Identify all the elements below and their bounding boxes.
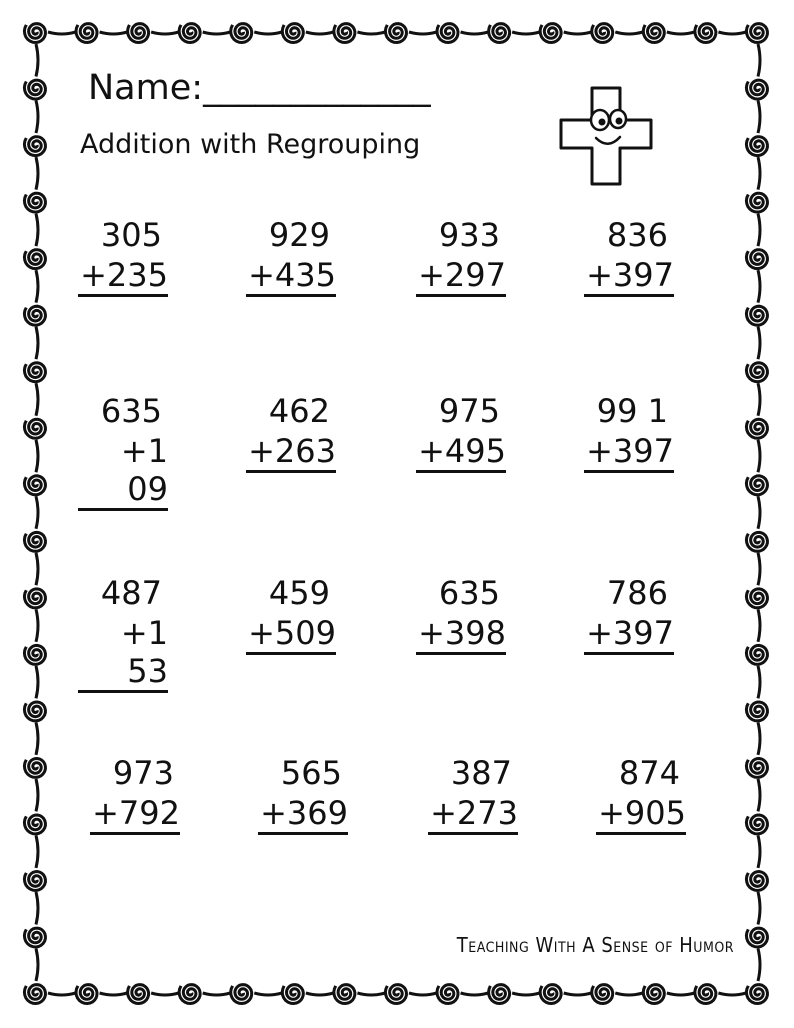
border-line: [36, 157, 38, 190]
spiral-ornament: [24, 702, 45, 721]
problem-top-number: 929: [268, 216, 330, 254]
border-line: [512, 993, 540, 995]
border-line: [36, 553, 38, 586]
spiral-ornament: [24, 589, 45, 608]
problem-addend: +369: [258, 794, 348, 835]
spiral-ornament: [746, 193, 767, 212]
spiral-ornament: [282, 24, 303, 43]
addition-problem: [246, 572, 336, 655]
spiral-ornament: [746, 532, 767, 551]
spiral-ornament: [385, 24, 406, 43]
worksheet-title: Addition with Regrouping: [80, 129, 421, 160]
spiral-ornament: [24, 306, 45, 325]
problem-addend: +263: [246, 432, 336, 473]
problem-top-number: 305: [100, 216, 162, 254]
spiral-ornament: [179, 985, 200, 1004]
border-line: [758, 666, 760, 699]
addition-problem: [258, 752, 348, 835]
addition-problem: [584, 390, 674, 473]
spiral-ornament: [24, 193, 45, 212]
problem-addend: +397: [584, 614, 674, 655]
border-line: [758, 327, 760, 360]
border-line: [48, 32, 76, 34]
border-line: [667, 32, 695, 34]
border-line: [36, 609, 38, 642]
spiral-ornament: [746, 80, 767, 99]
problem-addend: +495: [416, 432, 506, 473]
border-line: [36, 214, 38, 247]
problem-top-number: 487: [100, 574, 162, 612]
problem-addend: +398: [416, 614, 506, 655]
spiral-ornament: [540, 985, 561, 1004]
addition-problem: [416, 214, 506, 297]
problem-addend: +792: [90, 794, 180, 835]
border-line: [36, 666, 38, 699]
spiral-ornament: [24, 363, 45, 382]
border-line: [718, 32, 746, 34]
border-line: [615, 993, 643, 995]
border-line: [758, 101, 760, 134]
problem-top-number: 975: [438, 392, 500, 430]
spiral-ornament: [643, 985, 664, 1004]
border-line: [357, 993, 385, 995]
problem-top-number: 635: [438, 574, 500, 612]
spiral-ornament: [746, 645, 767, 664]
spiral-ornament: [334, 24, 355, 43]
border-line: [758, 496, 760, 529]
spiral-ornament: [128, 985, 149, 1004]
border-line: [36, 440, 38, 473]
addition-problem: [78, 390, 168, 511]
spiral-ornament: [746, 250, 767, 269]
border-line: [758, 157, 760, 190]
spiral-ornament: [437, 985, 458, 1004]
border-line: [667, 993, 695, 995]
addition-problem: [416, 390, 506, 473]
addition-problem: [78, 214, 168, 297]
plus-sign-mascot-icon: [558, 84, 654, 188]
addition-problem: [90, 752, 180, 835]
addition-problem: [584, 214, 674, 297]
problem-top-number: 565: [280, 754, 342, 792]
problem-top-number: 387: [450, 754, 512, 792]
border-line: [36, 44, 38, 77]
spiral-ornament: [643, 24, 664, 43]
problem-top-number: 99 1: [596, 392, 668, 430]
problem-addend: +235: [78, 256, 168, 297]
problem-addend: +905: [596, 794, 686, 835]
border-line: [718, 993, 746, 995]
problem-addend: +397: [584, 256, 674, 297]
name-field: [88, 66, 431, 110]
addition-problem: [246, 390, 336, 473]
problem-addend: +435: [246, 256, 336, 297]
spiral-ornament: [76, 24, 97, 43]
spiral-ornament: [24, 137, 45, 156]
border-line: [36, 892, 38, 925]
border-line: [36, 383, 38, 416]
name-label: Name:: [88, 68, 204, 108]
spiral-ornament: [489, 985, 510, 1004]
border-line: [36, 948, 38, 981]
spiral-ornament: [385, 985, 406, 1004]
spiral-ornament: [437, 24, 458, 43]
spiral-ornament: [179, 24, 200, 43]
spiral-ornament: [334, 985, 355, 1004]
footer-credit: Teaching With A Sense of Humor: [456, 933, 734, 957]
border-line: [203, 993, 231, 995]
border-line: [758, 270, 760, 303]
spiral-ornament: [282, 985, 303, 1004]
border-line: [100, 32, 128, 34]
addition-problem: [78, 572, 168, 693]
border-line: [758, 835, 760, 868]
spiral-ornament: [24, 759, 45, 778]
border-line: [409, 993, 437, 995]
addition-problem: [428, 752, 518, 835]
spiral-ornament: [24, 419, 45, 438]
spiral-ornament: [746, 363, 767, 382]
border-line: [36, 327, 38, 360]
problem-addend: +273: [428, 794, 518, 835]
problem-addend: +297: [416, 256, 506, 297]
spiral-ornament: [695, 24, 716, 43]
spiral-ornament: [540, 24, 561, 43]
spiral-ornament: [746, 306, 767, 325]
spiral-ornament: [746, 872, 767, 891]
border-line: [36, 835, 38, 868]
border-line: [36, 270, 38, 303]
border-line: [758, 948, 760, 981]
problem-top-number: 635: [100, 392, 162, 430]
problem-addend: +397: [584, 432, 674, 473]
border-line: [151, 993, 179, 995]
spiral-ornament: [76, 985, 97, 1004]
border-line: [758, 722, 760, 755]
problem-addend: +509: [246, 614, 336, 655]
problem-addend: +1 09: [78, 432, 168, 511]
border-line: [564, 32, 592, 34]
border-line: [461, 32, 489, 34]
border-line: [36, 496, 38, 529]
problem-top-number: 836: [606, 216, 668, 254]
border-line: [758, 553, 760, 586]
border-line: [306, 993, 334, 995]
border-line: [758, 383, 760, 416]
border-line: [758, 214, 760, 247]
spiral-ornament: [746, 702, 767, 721]
addition-problem: [596, 752, 686, 835]
border-line: [512, 32, 540, 34]
border-line: [203, 32, 231, 34]
border-line: [758, 892, 760, 925]
border-line: [254, 32, 282, 34]
spiral-ornament: [592, 24, 613, 43]
border-line: [409, 32, 437, 34]
border-line: [36, 722, 38, 755]
spiral-ornament: [746, 985, 767, 1004]
border-line: [461, 993, 489, 995]
problem-top-number: 459: [268, 574, 330, 612]
name-blank-line: _____________: [203, 68, 431, 108]
problem-top-number: 874: [618, 754, 680, 792]
border-line: [100, 993, 128, 995]
spiral-ornament: [24, 476, 45, 495]
border-line: [615, 32, 643, 34]
spiral-ornament: [24, 645, 45, 664]
spiral-ornament: [489, 24, 510, 43]
border-line: [36, 101, 38, 134]
spiral-ornament: [746, 815, 767, 834]
spiral-ornament: [746, 419, 767, 438]
spiral-ornament: [24, 532, 45, 551]
border-line: [758, 440, 760, 473]
border-line: [758, 779, 760, 812]
problem-addend: +1 53: [78, 614, 168, 693]
border-line: [758, 609, 760, 642]
border-line: [357, 32, 385, 34]
spiral-ornament: [24, 815, 45, 834]
spiral-ornament: [746, 137, 767, 156]
spiral-ornament: [24, 872, 45, 891]
addition-problem: [584, 572, 674, 655]
spiral-ornament: [24, 928, 45, 947]
border-line: [306, 32, 334, 34]
spiral-ornament: [231, 24, 252, 43]
border-line: [254, 993, 282, 995]
spiral-ornament: [592, 985, 613, 1004]
spiral-ornament: [695, 985, 716, 1004]
spiral-ornament: [746, 24, 767, 43]
problem-top-number: 933: [438, 216, 500, 254]
addition-problem: [246, 214, 336, 297]
spiral-ornament: [24, 80, 45, 99]
spiral-ornament: [24, 24, 45, 43]
addition-problem: [416, 572, 506, 655]
border-line: [564, 993, 592, 995]
problem-top-number: 973: [112, 754, 174, 792]
border-line: [48, 993, 76, 995]
spiral-ornament: [746, 759, 767, 778]
spiral-ornament: [128, 24, 149, 43]
spiral-ornament: [24, 250, 45, 269]
spiral-ornament: [746, 589, 767, 608]
spiral-ornament: [746, 928, 767, 947]
spiral-ornament: [24, 985, 45, 1004]
border-line: [758, 44, 760, 77]
spiral-ornament: [746, 476, 767, 495]
spiral-ornament: [231, 985, 252, 1004]
problem-top-number: 786: [606, 574, 668, 612]
problem-top-number: 462: [268, 392, 330, 430]
border-line: [151, 32, 179, 34]
border-line: [36, 779, 38, 812]
